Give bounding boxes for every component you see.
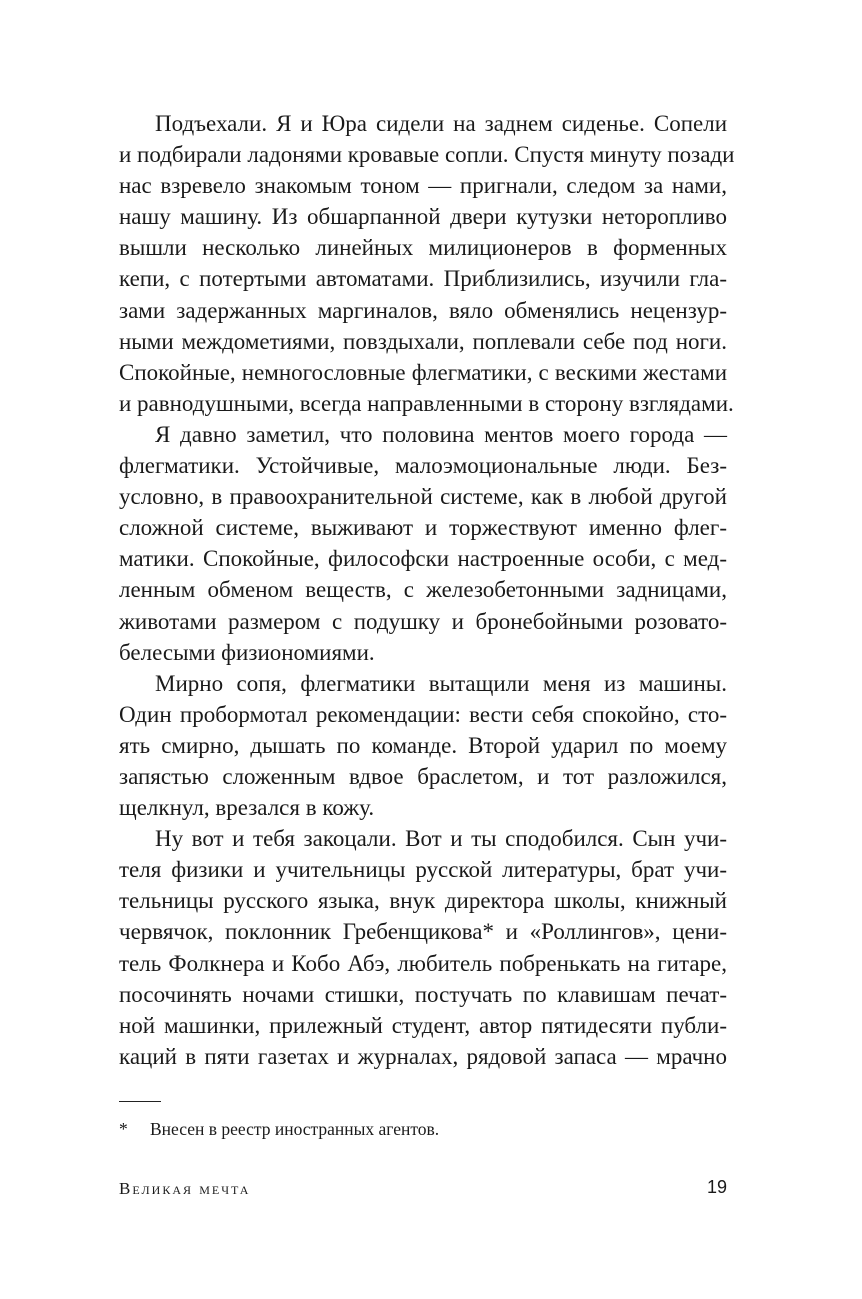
text-line: тель Фолкнера и Кобо Абэ, любитель побренькать на гитаре, [119,950,727,976]
text-line: ной машинки, прилежный студент, автор пятидесяти публи- [119,1012,727,1038]
footnote-divider [119,1101,161,1102]
text-line: Подъехали. Я и Юра сидели на заднем сиденье. Сопели [155,111,727,136]
text-line: и подбирали ладонями кровавые сопли. Спустя минуту позади [119,142,735,168]
text-line: зами задержанных маргиналов, вяло обменялись нецензур- [119,297,727,323]
text-line: Я давно заметил, что половина ментов моего города — [155,421,727,447]
footnote [119,1117,439,1141]
text-line: ять смирно, дышать по команде. Второй ударил по моему [119,732,727,758]
text-line: нас взревело знакомым тоном — пригнали, следом за нами, [119,173,727,199]
footnote-text: Внесен в реестр иностранных агентов. [150,1119,440,1139]
text-line: Мирно сопя, флегматики вытащили меня из машины. [155,670,727,696]
text-line: теля физики и учительницы русской литературы, брат учи- [119,857,727,883]
text-line: щелкнул, врезался в кожу. [119,795,375,821]
running-title: Великая мечта [119,1179,251,1198]
page-number: 19 [706,1177,727,1197]
main-text [119,108,735,1072]
text-line: сложной системе, выживают и торжествуют именно флег- [119,515,727,541]
text-line: ными междометиями, повздыхали, поплевали себе под ноги. [119,328,727,354]
text-line: червячок, поклонник Гребенщикова* и «Роллингов», цени- [119,919,727,945]
text-line: условно, в правоохранительной системе, как в любой другой [119,484,727,510]
text-line: и равнодушными, всегда направленными в сторону взглядами. [119,390,734,416]
text-line: вышли несколько линейных милиционеров в форменных [119,235,727,261]
text-line: Спокойные, немногословные флегматики, с вескими жестами [119,359,727,385]
text-line: кепи, с потертыми автоматами. Приблизились, изучили гла- [119,266,727,292]
text-line: Ну вот и тебя закоцали. Вот и ты сподобился. Сын учи- [155,826,727,852]
text-line: тельницы русского языка, внук директора школы, книжный [119,888,727,914]
text-line: каций в пяти газетах и журналах, рядовой запаса — мрачно [119,1043,727,1069]
text-line: животами размером с подушку и бронебойными розовато- [119,608,727,634]
text-line: матики. Спокойные, философски настроенные особи, с мед- [119,546,727,572]
text-line: запястью сложенным вдвое браслетом, и тот разложился, [119,763,727,789]
text-line: белесыми физиономиями. [119,639,375,665]
text-line: нашу машину. Из обшарпанной двери кутузки неторопливо [119,204,727,230]
text-line: посочинять ночами стишки, постучать по клавишам печат- [119,981,727,1007]
text-line: ленным обменом веществ, с железобетонными задницами, [119,577,727,603]
text-line: флегматики. Устойчивые, малоэмоциональные люди. Без- [119,453,727,479]
footnote-mark: * [119,1119,128,1139]
text-line: Один пробормотал рекомендации: вести себя спокойно, сто- [119,701,727,727]
